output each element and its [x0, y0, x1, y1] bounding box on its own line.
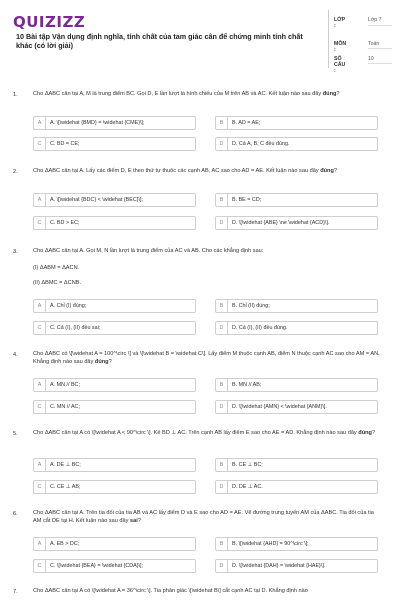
option-letter: B — [216, 117, 228, 129]
option-b[interactable] — [215, 116, 378, 130]
option-letter: B — [216, 379, 228, 391]
statement-i: (I) ΔABM = ΔACN. — [33, 265, 80, 271]
option-c[interactable] — [33, 400, 196, 414]
option-letter: D — [216, 138, 228, 150]
option-text: A. EB > DC; — [50, 541, 80, 547]
option-letter: C — [34, 217, 46, 229]
statement-ii: (II) ΔBMC = ΔCNB. — [33, 280, 82, 286]
option-text: C. BD = CE; — [50, 141, 80, 147]
option-text: A. DE ⊥ BC; — [50, 462, 81, 468]
question-text-main: Cho ΔABC cân tại A, M là trung điểm BC. Gọi D, E lần lượt là hình chiếu của M trên AB và AC. Kết luận nào sau đây — [33, 91, 322, 97]
option-c[interactable] — [33, 480, 196, 494]
question-text-end: ? — [108, 359, 112, 365]
question-text-emphasis: đúng — [94, 359, 109, 365]
question-number: 7. — [13, 589, 18, 595]
class-label: LỚP : — [334, 17, 345, 29]
option-letter: A — [34, 379, 46, 391]
option-d[interactable] — [215, 321, 378, 335]
option-letter: A — [34, 194, 46, 206]
option-a[interactable] — [33, 458, 196, 472]
option-letter: C — [34, 401, 46, 413]
option-text: C. BD > EC; — [50, 220, 80, 226]
question-text-end: ? — [371, 430, 376, 436]
question-text-main: Cho ΔABC cân tại A. Lấy các điểm D, E theo thứ tự thuộc các cạnh AB, AC sao cho AD = AE. Kết luận nào sau đây — [33, 168, 319, 174]
question-text-end: ? — [333, 168, 337, 174]
option-a[interactable] — [33, 193, 196, 207]
quizizz-logo: QUIZIZZ — [13, 13, 86, 31]
option-letter: C — [34, 138, 46, 150]
question-text — [33, 90, 383, 98]
option-b[interactable] — [215, 458, 378, 472]
question-text — [33, 350, 383, 366]
option-a[interactable] — [33, 116, 196, 130]
option-d[interactable] — [215, 137, 378, 151]
question-text — [33, 429, 383, 437]
option-letter: D — [216, 481, 228, 493]
option-letter: C — [34, 560, 46, 572]
header-divider — [328, 10, 329, 68]
option-letter: A — [34, 117, 46, 129]
option-letter: D — [216, 560, 228, 572]
worksheet-header — [0, 0, 400, 78]
option-text: D. Cả (I), (II) đều đúng. — [232, 325, 288, 331]
option-text: B. MN // AB; — [232, 382, 262, 388]
option-text: D. \[\widehat {ABE} \ne \widehat {ACD}\]. — [232, 220, 330, 226]
option-d[interactable] — [215, 559, 378, 573]
question-text-emphasis: đúng — [320, 168, 334, 174]
option-letter: C — [34, 481, 46, 493]
option-b[interactable] — [215, 537, 378, 551]
option-text: A. MN // BC; — [50, 382, 80, 388]
option-text: D. DE ⊥ AC. — [232, 484, 263, 490]
option-text: A. Chỉ (I) đúng; — [50, 303, 87, 309]
question-number: 1. — [13, 92, 18, 98]
option-d[interactable] — [215, 216, 378, 230]
count-value: 10 — [368, 56, 392, 64]
option-c[interactable] — [33, 321, 196, 335]
option-text: D. \[\widehat {AMN} < \widehat {ANM}\]. — [232, 404, 327, 410]
option-d[interactable] — [215, 400, 378, 414]
class-value: Lớp 7 — [368, 17, 392, 26]
question-number: 5. — [13, 431, 18, 437]
option-letter: D — [216, 401, 228, 413]
question-text: Cho ΔABC cân tại A có \[\widehat A = 36^\circ \]. Tia phân giác \[\widehat B\] cắt cạnh AC tại D. Khẳng định nào — [33, 588, 308, 594]
question-text-main: Cho ΔABC cân tại A. Trên tia đối của tia AB và AC lấy điểm D và E sao cho AD = AE. Vẽ đường trung tuyến AM của ΔABC. Tia đối của tia AM cắt DE tại H. Kết luận nào sau đây — [33, 510, 374, 524]
question-text-emphasis: đúng — [358, 430, 372, 436]
subject-label: MÔN : — [334, 41, 347, 53]
option-letter: B — [216, 538, 228, 550]
option-letter: B — [216, 300, 228, 312]
option-a[interactable] — [33, 378, 196, 392]
question-text-end: ? — [336, 91, 340, 97]
option-text: D. Cả A, B, C đều đúng. — [232, 141, 290, 147]
option-a[interactable] — [33, 299, 196, 313]
worksheet-title: 10 Bài tập Vận dụng định nghĩa, tính chất của tam giác cân để chứng minh tính chất khác (có lời giải) — [16, 32, 303, 50]
question-number: 4. — [13, 352, 18, 358]
option-a[interactable] — [33, 537, 196, 551]
question-text: Cho ΔABC cân tại A. Gọi M, N lần lượt là trung điểm của AC và AB. Cho các khẳng định sau: — [33, 248, 264, 254]
option-c[interactable] — [33, 216, 196, 230]
option-letter: B — [216, 194, 228, 206]
option-text: C. Cả (I), (II) đều sai; — [50, 325, 101, 331]
question-text-main: Cho ΔABC cân tại A có \[\widehat A < 90^\circ \]. Kẻ BD ⊥ AC. Trên cạnh AB lấy điểm E sao cho AE = AD. Khẳng định nào sau đây — [33, 430, 357, 436]
option-text: B. \[\widehat {AHD} = 90^\circ \]; — [232, 541, 309, 547]
option-text: D. \[\widehat {DAH} = \widehat {HAE}\]. — [232, 563, 326, 569]
option-letter: A — [34, 538, 46, 550]
question-number: 3. — [13, 249, 18, 255]
option-text: B. AD = AE; — [232, 120, 261, 126]
option-text: B. Chỉ (II) đúng; — [232, 303, 270, 309]
option-c[interactable] — [33, 559, 196, 573]
option-text: B. CE ⊥ BC; — [232, 462, 263, 468]
option-text: C. MN // AC; — [50, 404, 80, 410]
question-text-emphasis: đúng — [322, 91, 337, 97]
question-text-main: Cho ΔABC có \[\widehat A = 100^\circ \] và \[\widehat B = \widehat C\]. Lấy điểm M thuộc cạnh AB, điểm N thuộc cạnh AC sao cho AM = AN. Khẳng định nào sau đây — [33, 351, 380, 365]
option-b[interactable] — [215, 378, 378, 392]
option-text: C. \[\widehat {BEA} = \widehat {CDA}\]; — [50, 563, 144, 569]
question-text — [33, 509, 383, 525]
option-letter: A — [34, 459, 46, 471]
option-b[interactable] — [215, 193, 378, 207]
question-text — [33, 167, 383, 175]
question-text-end: ? — [137, 518, 141, 524]
option-text: A. \[\widehat {BMD} = \widehat {CME}\]; — [50, 120, 145, 126]
option-b[interactable] — [215, 299, 378, 313]
subject-value: Toán — [368, 41, 392, 49]
option-letter: B — [216, 459, 228, 471]
option-text: C. CE ⊥ AB; — [50, 484, 81, 490]
option-d[interactable] — [215, 480, 378, 494]
option-letter: A — [34, 300, 46, 312]
option-letter: D — [216, 322, 228, 334]
option-text: A. \[\widehat {BDC} < \widehat {BEC}\]; — [50, 197, 144, 203]
option-letter: D — [216, 217, 228, 229]
option-letter: C — [34, 322, 46, 334]
option-text: B. BE = CD; — [232, 197, 262, 203]
question-text-emphasis: sai — [130, 518, 138, 524]
count-label: SỐ CÂU : — [334, 56, 346, 74]
question-number: 2. — [13, 169, 18, 175]
option-c[interactable] — [33, 137, 196, 151]
question-number: 6. — [13, 511, 18, 517]
